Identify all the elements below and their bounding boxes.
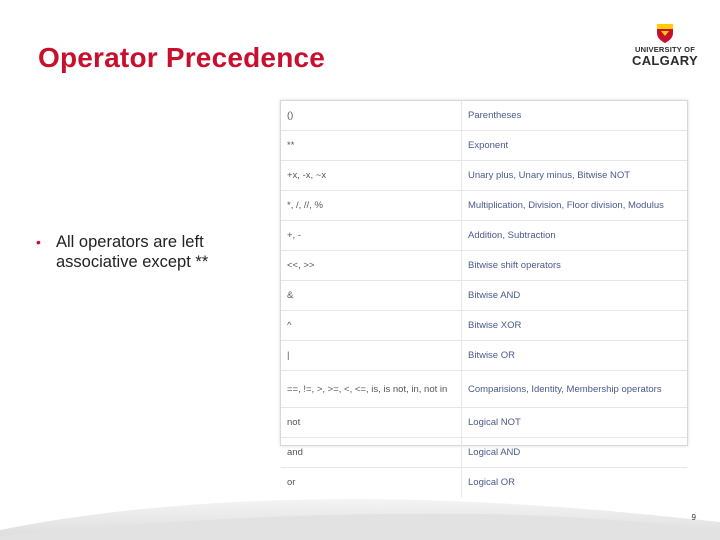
bullet-text: All operators are left associative except ** [56,233,209,271]
description-cell: Unary plus, Unary minus, Bitwise NOT [462,161,688,191]
operator-cell: <<, >> [281,251,462,281]
logo-text-line2: CALGARY [632,53,698,68]
crest-icon [654,22,676,44]
operator-cell: | [281,341,462,371]
operator-cell: ==, !=, >, >=, <, <=, is, is not, in, not in [281,371,462,408]
description-cell: Bitwise XOR [462,311,688,341]
operator-cell: +, - [281,221,462,251]
description-cell: Bitwise OR [462,341,688,371]
table-row [281,251,687,281]
description-cell: Exponent [462,131,688,161]
operator-cell: or [281,468,462,498]
table-row [281,408,687,438]
table-row [281,281,687,311]
operator-cell: *, /, //, % [281,191,462,221]
table-row [281,221,687,251]
description-cell: Parentheses [462,101,688,131]
page-number: 9 [691,513,696,522]
operator-cell: () [281,101,462,131]
operator-cell: and [281,438,462,468]
table-row [281,311,687,341]
table-row [281,341,687,371]
description-cell: Bitwise AND [462,281,688,311]
description-cell: Comparisions, Identity, Membership operators [462,371,688,408]
description-cell: Multiplication, Division, Floor division, Modulus [462,191,688,221]
table-row [281,438,687,468]
table-row [281,101,687,131]
operator-cell: not [281,408,462,438]
operator-cell: +x, -x, ~x [281,161,462,191]
slide-title: Operator Precedence [38,42,326,73]
footer-wave [0,492,720,540]
description-cell: Logical NOT [462,408,688,438]
bullet-dot-icon: • [36,234,41,250]
operator-cell: & [281,281,462,311]
bullet-point [38,232,268,272]
table-row [281,191,687,221]
operator-cell: ** [281,131,462,161]
table-row [281,371,687,408]
description-cell: Bitwise shift operators [462,251,688,281]
precedence-table [280,100,688,488]
description-cell: Logical AND [462,438,688,468]
table-row [281,131,687,161]
precedence-table-body [281,101,687,497]
logo-text-line1: UNIVERSITY OF [635,45,695,54]
university-logo [632,22,698,74]
operator-cell: ^ [281,311,462,341]
description-cell: Logical OR [468,477,515,488]
table-row [281,161,687,191]
description-cell: Addition, Subtraction [462,221,688,251]
